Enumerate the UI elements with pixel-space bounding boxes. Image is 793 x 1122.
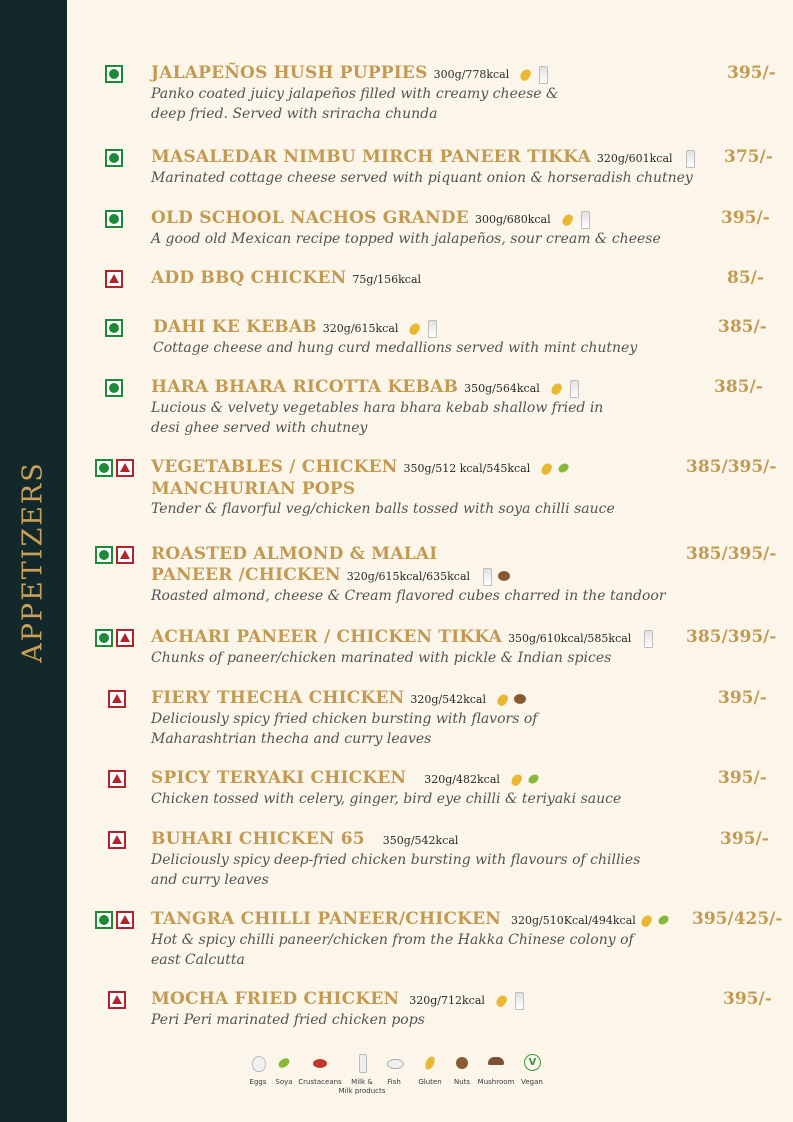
- item-description: Chunks of paneer/chicken marinated with pickle & Indian spices: [151, 650, 612, 666]
- gluten-icon: [640, 912, 653, 928]
- diet-marks: [95, 911, 137, 929]
- gluten-icon: [495, 992, 508, 1008]
- legend-soya: Soya: [272, 1054, 296, 1087]
- diet-marks: [108, 831, 129, 849]
- milk-icon: [567, 380, 580, 396]
- item-price: 395/-: [718, 768, 767, 788]
- item-price: 385/-: [718, 317, 767, 337]
- soya-icon: [557, 460, 570, 476]
- legend-nuts: Nuts: [451, 1054, 473, 1087]
- nonveg-icon: [108, 991, 126, 1009]
- diet-marks: [108, 770, 129, 788]
- veg-icon: [95, 911, 113, 929]
- milk-icon: [425, 320, 438, 336]
- nonveg-icon: [108, 690, 126, 708]
- milk-icon: [354, 1054, 370, 1072]
- item-price: 385/395/-: [686, 457, 777, 477]
- gluten-icon: [408, 320, 421, 336]
- diet-marks: [105, 149, 126, 167]
- nonveg-icon: [116, 629, 134, 647]
- veg-icon: [95, 629, 113, 647]
- item-name: FIERY THECHA CHICKEN 320g/542kcal: [151, 688, 530, 710]
- item-price: 385/-: [714, 377, 763, 397]
- legend-eggs: Eggs: [246, 1054, 270, 1087]
- item-kcal: 350g/542kcal: [382, 834, 459, 847]
- item-description: Tender & flavorful veg/chicken balls tossed with soya chilli sauce: [151, 501, 615, 517]
- nonveg-icon: [108, 770, 126, 788]
- item-description: A good old Mexican recipe topped with jalapeños, sour cream & cheese: [151, 231, 661, 247]
- gluten-icon: [540, 460, 553, 476]
- item-name-line2: MANCHURIAN POPS: [151, 479, 356, 499]
- section-title: APPETIZERS: [17, 461, 49, 663]
- veg-icon: [105, 319, 123, 337]
- veg-icon: [105, 210, 123, 228]
- nonveg-icon: [105, 270, 123, 288]
- item-description: Hot & spicy chilli paneer/chicken from the Hakka Chinese colony of: [151, 932, 634, 948]
- diet-marks: [95, 459, 137, 477]
- veg-icon: [105, 65, 123, 83]
- item-kcal: 320g/510Kcal/494kcal: [511, 914, 636, 927]
- veg-icon: [95, 459, 113, 477]
- item-name: MOCHA FRIED CHICKEN 320g/712kcal: [151, 989, 529, 1011]
- gluten-icon: [550, 380, 563, 396]
- item-name: SPICY TERYAKI CHICKEN 320g/482kcal: [151, 768, 544, 790]
- egg-icon: [250, 1054, 266, 1072]
- legend-vegan: V Vegan: [519, 1054, 545, 1087]
- sidebar: [0, 0, 67, 1122]
- item-price: 85/-: [727, 268, 764, 288]
- diet-marks: [108, 991, 129, 1009]
- gluten-icon: [561, 211, 574, 227]
- item-price: 385/395/-: [686, 544, 777, 564]
- item-description: deep fried. Served with sriracha chunda: [151, 106, 438, 122]
- item-name: OLD SCHOOL NACHOS GRANDE 300g/680kcal: [151, 208, 595, 230]
- diet-marks: [105, 65, 126, 83]
- item-kcal: 350g/610kcal/585kcal: [508, 632, 632, 645]
- item-description: desi ghee served with chutney: [151, 420, 368, 436]
- item-description: Peri Peri marinated fried chicken pops: [151, 1012, 425, 1028]
- legend-crustaceans: Crustaceans: [298, 1054, 342, 1087]
- diet-marks: [108, 690, 129, 708]
- item-kcal: 350g/512 kcal/545kcal: [403, 462, 531, 475]
- item-kcal: 320g/615kcal: [322, 322, 399, 335]
- soya-icon: [657, 912, 670, 928]
- gluten-icon: [510, 771, 523, 787]
- item-description: Cottage cheese and hung curd medallions served with mint chutney: [153, 340, 638, 356]
- diet-marks: [95, 546, 137, 564]
- item-description: and curry leaves: [151, 872, 269, 888]
- nonveg-icon: [108, 831, 126, 849]
- item-description: Roasted almond, cheese & Cream flavored cubes charred in the tandoor: [151, 588, 666, 604]
- item-name: MASALEDAR NIMBU MIRCH PANEER TIKKA 320g/601kcal: [151, 147, 700, 169]
- nonveg-icon: [116, 911, 134, 929]
- diet-marks: [105, 319, 126, 337]
- legend-mushroom: Mushroom: [476, 1054, 516, 1087]
- crab-icon: [312, 1054, 328, 1072]
- nuts-icon: [513, 691, 526, 707]
- nuts-icon: [454, 1054, 470, 1072]
- mushroom-icon: [488, 1054, 504, 1072]
- item-price: 395/-: [720, 829, 769, 849]
- diet-marks: [105, 210, 126, 228]
- milk-icon: [536, 66, 549, 82]
- veg-icon: [105, 379, 123, 397]
- item-kcal: 320g/615kcal/635kcal: [346, 570, 471, 583]
- item-description: Lucious & velvety vegetables hara bhara kebab shallow fried in: [151, 400, 604, 416]
- item-name: HARA BHARA RICOTTA KEBAB 350g/564kcal: [151, 377, 584, 399]
- item-kcal: 75g/156kcal: [352, 273, 422, 286]
- item-price: 395/425/-: [692, 909, 783, 929]
- legend-fish: Fish: [384, 1054, 404, 1087]
- item-name: JALAPEÑOS HUSH PUPPIES 300g/778kcal: [151, 63, 553, 85]
- gluten-icon: [422, 1054, 438, 1072]
- item-kcal: 320g/712kcal: [409, 994, 485, 1007]
- nonveg-icon: [116, 459, 134, 477]
- legend-milk: Milk & Milk products: [336, 1054, 388, 1096]
- item-description: Deliciously spicy deep-fried chicken bursting with flavours of chillies: [151, 852, 641, 868]
- item-description: Chicken tossed with celery, ginger, bird eye chilli & teriyaki sauce: [151, 791, 622, 807]
- item-name-line2: PANEER /CHICKEN: [151, 565, 341, 585]
- gluten-icon: [519, 66, 532, 82]
- milk-icon: [641, 630, 654, 646]
- vegan-icon: [524, 1054, 540, 1072]
- item-description: Panko coated juicy jalapeños filled with creamy cheese &: [151, 86, 559, 102]
- item-kcal: 300g/680kcal: [474, 213, 551, 226]
- item-price: 395/-: [718, 688, 767, 708]
- item-kcal: 300g/778kcal: [433, 68, 510, 81]
- milk-icon: [578, 211, 591, 227]
- nuts-icon: [497, 568, 510, 584]
- item-name: BUHARI CHICKEN 65 350g/542kcal: [151, 829, 459, 849]
- item-name: ADD BBQ CHICKEN 75g/156kcal: [151, 268, 422, 288]
- item-description: Marinated cottage cheese served with piquant onion & horseradish chutney: [151, 170, 693, 186]
- item-kcal: 320g/601kcal: [596, 152, 673, 165]
- gluten-icon: [496, 691, 509, 707]
- item-name: VEGETABLES / CHICKEN 350g/512 kcal/545kcal MANCHURIAN POPS: [151, 457, 574, 500]
- milk-icon: [480, 568, 493, 584]
- item-description: Deliciously spicy fried chicken bursting with flavors of: [151, 711, 538, 727]
- item-price: 375/-: [724, 147, 773, 167]
- item-kcal: 320g/542kcal: [410, 693, 487, 706]
- diet-marks: [95, 629, 137, 647]
- item-name: DAHI KE KEBAB 320g/615kcal: [153, 317, 442, 339]
- item-name: ACHARI PANEER / CHICKEN TIKKA 350g/610kcal/585kcal: [151, 627, 658, 649]
- veg-icon: [105, 149, 123, 167]
- item-kcal: 320g/482kcal: [424, 773, 500, 786]
- item-price: 395/-: [727, 63, 776, 83]
- nonveg-icon: [116, 546, 134, 564]
- item-description: Maharashtrian thecha and curry leaves: [151, 731, 432, 747]
- diet-marks: [105, 270, 126, 288]
- legend-gluten: Gluten: [416, 1054, 444, 1087]
- item-price: 385/395/-: [686, 627, 777, 647]
- fish-icon: [386, 1054, 402, 1072]
- item-name: TANGRA CHILLI PANEER/CHICKEN 320g/510Kcal/494kcal: [151, 909, 674, 931]
- soya-icon: [527, 771, 540, 787]
- veg-icon: [95, 546, 113, 564]
- milk-icon: [683, 150, 696, 166]
- item-name: ROASTED ALMOND & MALAI PANEER /CHICKEN 320g/615kcal/635kcal: [151, 544, 514, 587]
- item-price: 395/-: [721, 208, 770, 228]
- item-price: 395/-: [723, 989, 772, 1009]
- soya-icon: [276, 1054, 292, 1072]
- milk-icon: [512, 992, 525, 1008]
- diet-marks: [105, 379, 126, 397]
- item-description: east Calcutta: [151, 952, 245, 968]
- item-kcal: 350g/564kcal: [464, 382, 540, 395]
